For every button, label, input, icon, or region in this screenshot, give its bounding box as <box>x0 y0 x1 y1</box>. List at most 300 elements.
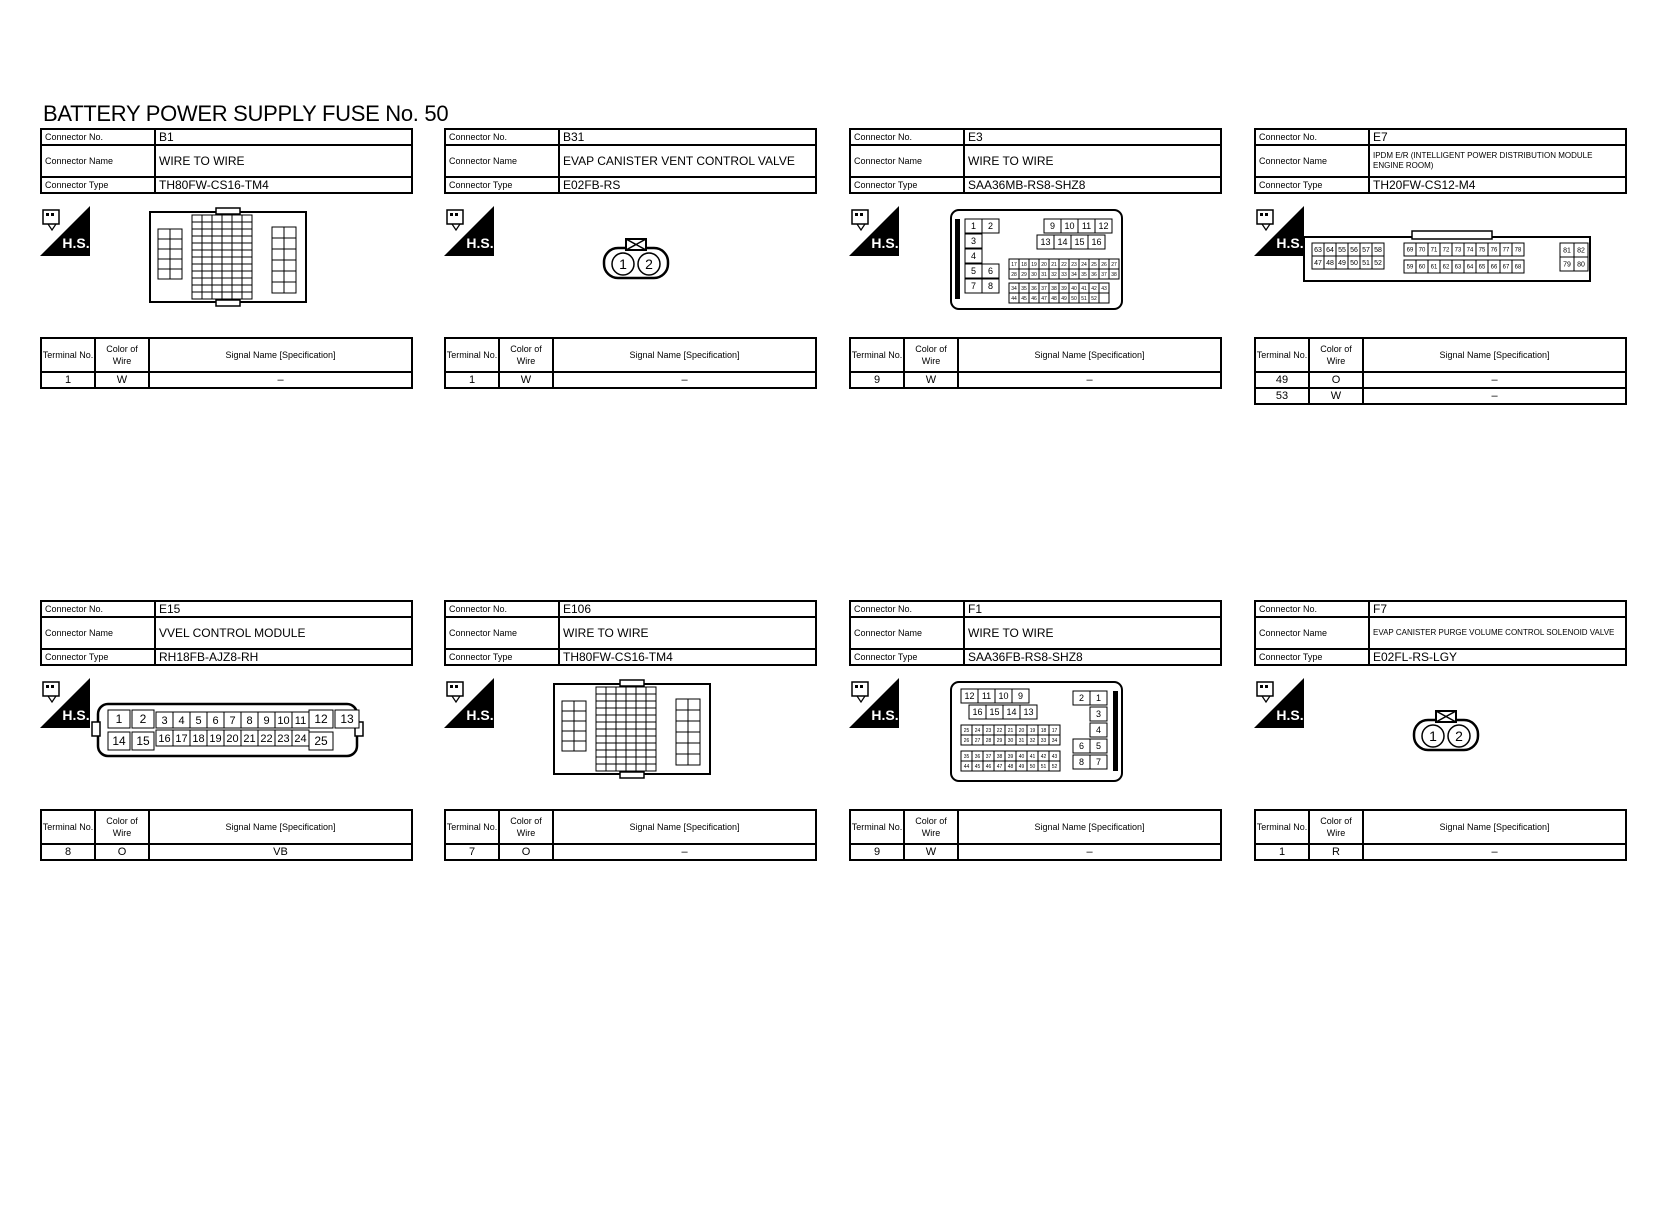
svg-text:28: 28 <box>985 737 992 744</box>
pin-cell <box>646 694 656 701</box>
pin-cell <box>636 743 646 750</box>
connector-name-value: WIRE TO WIRE <box>559 617 816 649</box>
pin-cell <box>1360 256 1372 269</box>
pin-cell <box>1009 283 1019 293</box>
svg-text:17: 17 <box>1011 261 1017 268</box>
terminal-row <box>445 844 816 860</box>
pin-cell <box>606 757 616 764</box>
svg-text:15: 15 <box>989 707 1000 718</box>
hs-badge-text: H.S. <box>871 235 899 251</box>
svg-text:28: 28 <box>1011 271 1017 278</box>
pin-cell <box>616 764 626 771</box>
pin-cell <box>1059 269 1069 279</box>
pin-cell <box>1054 235 1071 249</box>
svg-text:46: 46 <box>1031 295 1037 302</box>
connector-face-diagram <box>949 679 1124 789</box>
pin-cell <box>1020 705 1037 719</box>
pin-cell <box>292 730 309 746</box>
pin-cell <box>1073 691 1090 705</box>
pin-cell <box>1090 691 1107 705</box>
connector-no-value: E15 <box>155 601 412 617</box>
connector-name-value: WIRE TO WIRE <box>155 145 412 177</box>
connector-header-table <box>40 600 413 666</box>
svg-text:41: 41 <box>1081 285 1087 292</box>
svg-text:37: 37 <box>1041 285 1047 292</box>
svg-text:34: 34 <box>1071 271 1077 278</box>
pin-cell <box>1016 725 1027 735</box>
connector-type-label: Connector Type <box>1255 649 1369 665</box>
pin-cell <box>1005 735 1016 745</box>
svg-text:38: 38 <box>996 753 1003 760</box>
svg-text:35: 35 <box>1081 271 1087 278</box>
hs-badge-icon <box>40 678 90 728</box>
pin-cell <box>1069 293 1079 303</box>
pin-cell <box>242 243 252 250</box>
svg-text:18: 18 <box>1040 727 1047 734</box>
connector-type-label: Connector Type <box>41 177 155 193</box>
terminal-no-cell: 1 <box>41 372 95 388</box>
pin-cell <box>207 712 224 728</box>
connector-header-table <box>444 600 817 666</box>
terminal-table <box>40 337 413 389</box>
pin-cell <box>994 735 1005 745</box>
svg-text:13: 13 <box>1023 707 1034 718</box>
svg-text:9: 9 <box>263 714 270 727</box>
pin-cell <box>1009 259 1019 269</box>
wire-color-cell: W <box>1309 388 1363 404</box>
pin-cell <box>108 710 130 728</box>
pin-cell <box>676 710 688 721</box>
connector-name-label: Connector Name <box>1255 145 1369 177</box>
svg-text:61: 61 <box>1430 264 1438 271</box>
svg-text:2: 2 <box>139 712 147 727</box>
pin-cell <box>1044 219 1061 233</box>
pin-cell <box>202 215 212 222</box>
pin-cell <box>1069 269 1079 279</box>
pin-cell <box>1476 260 1488 273</box>
connector-header-table <box>40 128 413 194</box>
svg-text:19: 19 <box>1031 261 1037 268</box>
pin-cell <box>275 712 292 728</box>
connector-header-table <box>849 128 1222 194</box>
terminal-row <box>41 372 412 388</box>
connector-no-value: E7 <box>1369 129 1626 145</box>
pin-cell <box>1049 283 1059 293</box>
terminal-table <box>849 809 1222 861</box>
pin-cell <box>626 694 636 701</box>
terminal-table <box>444 337 817 389</box>
connector-type-value: TH80FW-CS16-TM4 <box>155 177 412 193</box>
pin-cell <box>969 705 986 719</box>
hs-badge-icon <box>1254 678 1304 728</box>
connector-type-value: TH80FW-CS16-TM4 <box>559 649 816 665</box>
wire-color-cell: W <box>904 844 958 860</box>
terminal-no-cell: 1 <box>1255 844 1309 860</box>
svg-text:40: 40 <box>1018 753 1025 760</box>
pin-cell <box>972 725 983 735</box>
pin-cell <box>1089 269 1099 279</box>
svg-text:52: 52 <box>1374 259 1382 267</box>
pin-cell <box>192 250 202 257</box>
svg-text:16: 16 <box>972 707 983 718</box>
svg-text:5: 5 <box>195 714 202 727</box>
pin-cell <box>994 751 1005 761</box>
wire-color-cell: O <box>1309 372 1363 388</box>
pin-cell <box>1016 761 1027 771</box>
signal-name-header: Signal Name [Specification] <box>958 810 1221 844</box>
connector-face-diagram <box>1302 223 1592 288</box>
svg-text:36: 36 <box>1031 285 1037 292</box>
svg-text:71: 71 <box>1430 247 1438 254</box>
terminal-table <box>1254 337 1627 405</box>
pin-cell <box>982 219 999 233</box>
pin-cell <box>1071 235 1088 249</box>
svg-text:47: 47 <box>1041 295 1047 302</box>
pin-cell <box>158 249 170 259</box>
svg-text:27: 27 <box>1111 261 1117 268</box>
pin-cell <box>242 229 252 236</box>
pin-cell <box>272 282 284 293</box>
svg-text:18: 18 <box>192 732 205 745</box>
pin-cell <box>676 754 688 765</box>
color-of-wire-header: Color of Wire <box>1309 810 1363 844</box>
pin-cell <box>158 239 170 249</box>
pin-cell <box>232 292 242 299</box>
pin-cell <box>596 743 606 750</box>
svg-text:78: 78 <box>1514 247 1522 254</box>
svg-text:3: 3 <box>161 714 168 727</box>
svg-text:1: 1 <box>619 256 627 272</box>
pin-cell <box>626 701 636 708</box>
pin-cell <box>222 278 232 285</box>
pin-cell <box>688 732 700 743</box>
svg-text:10: 10 <box>998 691 1009 702</box>
connector-type-label: Connector Type <box>1255 177 1369 193</box>
connector-name-value: VVEL CONTROL MODULE <box>155 617 412 649</box>
svg-text:31: 31 <box>1041 271 1047 278</box>
terminal-table <box>40 809 413 861</box>
connector-panel-b1 <box>40 128 413 386</box>
pin-cell <box>1560 257 1574 271</box>
color-of-wire-header: Color of Wire <box>95 338 149 372</box>
pin-cell <box>961 751 972 761</box>
terminal-row <box>41 844 412 860</box>
pin-cell <box>1090 723 1107 737</box>
pin-cell <box>1027 761 1038 771</box>
pin-cell <box>1464 243 1476 256</box>
pin-cell <box>676 743 688 754</box>
pin-cell <box>1512 243 1524 256</box>
connector-type-label: Connector Type <box>445 177 559 193</box>
svg-text:56: 56 <box>1350 246 1358 254</box>
svg-text:17: 17 <box>175 732 188 745</box>
hs-badge-icon <box>444 206 494 256</box>
svg-text:1: 1 <box>970 221 977 232</box>
pin-cell <box>983 735 994 745</box>
svg-text:32: 32 <box>1051 271 1057 278</box>
svg-text:14: 14 <box>1006 707 1017 718</box>
signal-name-cell: – <box>1363 372 1626 388</box>
pin-cell <box>626 708 636 715</box>
pin-cell <box>192 271 202 278</box>
svg-text:51: 51 <box>1040 763 1047 770</box>
svg-text:21: 21 <box>243 732 256 745</box>
pin-cell <box>636 729 646 736</box>
pin-cell <box>284 282 296 293</box>
pin-cell <box>1099 259 1109 269</box>
connector-panel-b31 <box>444 128 817 386</box>
pin-cell <box>1464 260 1476 273</box>
connector-face-diagram <box>148 207 308 312</box>
pin-cell <box>596 708 606 715</box>
pin-cell <box>1348 243 1360 256</box>
connector-no-label: Connector No. <box>850 129 964 145</box>
svg-text:19: 19 <box>1029 727 1036 734</box>
svg-text:27: 27 <box>974 737 981 744</box>
wire-color-cell: W <box>904 372 958 388</box>
pin-cell <box>1019 259 1029 269</box>
svg-text:19: 19 <box>209 732 222 745</box>
svg-text:41: 41 <box>1029 753 1036 760</box>
pin-cell <box>156 730 173 746</box>
svg-text:60: 60 <box>1418 264 1426 271</box>
connector-header-table <box>1254 128 1627 194</box>
pin-cell <box>626 722 636 729</box>
pin-cell <box>284 260 296 271</box>
pin-cell <box>190 730 207 746</box>
pin-cell <box>1079 259 1089 269</box>
wire-color-cell: R <box>1309 844 1363 860</box>
svg-text:20: 20 <box>1018 727 1025 734</box>
pin-cell <box>212 243 222 250</box>
pin-cell <box>1027 725 1038 735</box>
pin-cell <box>626 764 636 771</box>
pin-cell <box>212 222 222 229</box>
connector-no-value: F1 <box>964 601 1221 617</box>
pin-cell <box>258 712 275 728</box>
connector-type-label: Connector Type <box>850 649 964 665</box>
pin-cell <box>616 736 626 743</box>
terminal-no-cell: 9 <box>850 372 904 388</box>
pin-cell <box>1039 269 1049 279</box>
svg-text:33: 33 <box>1040 737 1047 744</box>
svg-text:69: 69 <box>1406 247 1414 254</box>
pin-cell <box>202 264 212 271</box>
pin-cell <box>616 694 626 701</box>
connector-panel-e106 <box>444 600 817 858</box>
pin-cell <box>1099 269 1109 279</box>
pin-cell <box>638 253 660 275</box>
pin-cell <box>995 689 1012 703</box>
svg-text:15: 15 <box>136 734 150 749</box>
pin-cell <box>606 750 616 757</box>
pin-cell <box>606 701 616 708</box>
svg-text:25: 25 <box>314 734 328 749</box>
pin-cell <box>1039 259 1049 269</box>
pin-cell <box>108 732 130 750</box>
svg-text:38: 38 <box>1111 271 1117 278</box>
pin-cell <box>1428 243 1440 256</box>
signal-name-cell: – <box>958 844 1221 860</box>
svg-text:34: 34 <box>1051 737 1058 744</box>
pin-cell <box>1005 725 1016 735</box>
svg-text:45: 45 <box>1021 295 1027 302</box>
svg-text:1: 1 <box>115 712 123 727</box>
svg-text:43: 43 <box>1051 753 1058 760</box>
svg-text:26: 26 <box>963 737 970 744</box>
terminal-row <box>445 372 816 388</box>
pin-cell <box>626 743 636 750</box>
pin-cell <box>272 260 284 271</box>
pin-cell <box>1088 235 1105 249</box>
pin-cell <box>1324 243 1336 256</box>
pin-cell <box>596 722 606 729</box>
pin-cell <box>275 730 292 746</box>
pin-cell <box>1109 269 1119 279</box>
pin-cell <box>232 264 242 271</box>
pin-cell <box>1488 243 1500 256</box>
pin-cell <box>965 249 982 263</box>
svg-text:48: 48 <box>1007 763 1014 770</box>
pin-cell <box>284 249 296 260</box>
svg-text:40: 40 <box>1071 285 1077 292</box>
pin-cell <box>1500 243 1512 256</box>
pin-cell <box>596 757 606 764</box>
svg-text:82: 82 <box>1577 247 1585 255</box>
pin-cell <box>1016 735 1027 745</box>
pin-cell <box>132 732 154 750</box>
signal-name-cell: VB <box>149 844 412 860</box>
svg-text:50: 50 <box>1071 295 1077 302</box>
svg-text:8: 8 <box>987 281 994 292</box>
pin-cell <box>1049 751 1060 761</box>
svg-text:25: 25 <box>963 727 970 734</box>
pin-cell <box>983 761 994 771</box>
svg-text:39: 39 <box>1061 285 1067 292</box>
pin-cell <box>676 721 688 732</box>
pin-cell <box>202 250 212 257</box>
connector-type-label: Connector Type <box>850 177 964 193</box>
pin-cell <box>1038 735 1049 745</box>
svg-text:36: 36 <box>1091 271 1097 278</box>
pin-cell <box>1049 761 1060 771</box>
pin-cell <box>562 741 574 751</box>
pin-cell <box>242 264 252 271</box>
pin-cell <box>596 687 606 694</box>
pin-cell <box>1324 256 1336 269</box>
pin-cell <box>1404 260 1416 273</box>
svg-text:47: 47 <box>1314 259 1322 267</box>
hs-badge-icon <box>1254 206 1304 256</box>
pin-cell <box>232 278 242 285</box>
connector-name-value: EVAP CANISTER PURGE VOLUME CONTROL SOLENOID VALVE <box>1369 617 1626 649</box>
pin-cell <box>965 279 982 293</box>
pin-cell <box>156 712 173 728</box>
pin-cell <box>212 264 222 271</box>
svg-text:25: 25 <box>1091 261 1097 268</box>
connector-type-label: Connector Type <box>41 649 155 665</box>
signal-name-cell: – <box>1363 388 1626 404</box>
pin-cell <box>1452 243 1464 256</box>
hs-badge-text: H.S. <box>871 707 899 723</box>
connector-type-value: E02FB-RS <box>559 177 816 193</box>
pin-cell <box>646 757 656 764</box>
pin-cell <box>606 736 616 743</box>
svg-text:80: 80 <box>1577 261 1585 269</box>
connector-name-label: Connector Name <box>850 145 964 177</box>
pin-cell <box>1416 243 1428 256</box>
pin-cell <box>1336 243 1348 256</box>
pin-cell <box>994 761 1005 771</box>
pin-cell <box>132 710 154 728</box>
pin-cell <box>1049 259 1059 269</box>
pin-cell <box>676 732 688 743</box>
pin-cell <box>596 736 606 743</box>
hs-badge-text: H.S. <box>1276 707 1304 723</box>
pin-cell <box>173 712 190 728</box>
pin-cell <box>606 715 616 722</box>
pin-cell <box>626 687 636 694</box>
svg-text:46: 46 <box>985 763 992 770</box>
hs-badge-icon <box>444 678 494 728</box>
pin-cell <box>242 271 252 278</box>
pin-cell <box>224 730 241 746</box>
connector-header-table <box>849 600 1222 666</box>
pin-cell <box>222 236 232 243</box>
pin-cell <box>170 249 182 259</box>
pin-cell <box>222 271 232 278</box>
pin-cell <box>272 238 284 249</box>
pin-cell <box>212 278 222 285</box>
terminal-table <box>444 809 817 861</box>
svg-text:74: 74 <box>1466 247 1474 254</box>
pin-cell <box>212 215 222 222</box>
pin-cell <box>1428 260 1440 273</box>
pin-cell <box>688 743 700 754</box>
pin-cell <box>1079 283 1089 293</box>
pin-cell <box>292 712 309 728</box>
pin-cell <box>202 292 212 299</box>
pin-cell <box>192 229 202 236</box>
wire-color-cell: W <box>95 372 149 388</box>
svg-text:9: 9 <box>1017 691 1024 702</box>
connector-header-table <box>444 128 817 194</box>
svg-text:62: 62 <box>1442 264 1450 271</box>
pin-cell <box>574 701 586 711</box>
svg-text:24: 24 <box>1081 261 1087 268</box>
pin-cell <box>202 229 212 236</box>
pin-cell <box>982 279 999 293</box>
pin-cell <box>1476 243 1488 256</box>
pin-cell <box>978 689 995 703</box>
pin-cell <box>284 227 296 238</box>
wire-color-cell: O <box>95 844 149 860</box>
pin-cell <box>1069 283 1079 293</box>
pin-cell <box>232 250 242 257</box>
svg-text:24: 24 <box>294 732 307 745</box>
svg-text:37: 37 <box>985 753 992 760</box>
svg-text:7: 7 <box>229 714 236 727</box>
pin-cell <box>1078 219 1095 233</box>
svg-text:11: 11 <box>981 691 992 702</box>
svg-text:59: 59 <box>1406 264 1414 271</box>
connector-no-value: F7 <box>1369 601 1626 617</box>
terminal-no-header: Terminal No. <box>850 810 904 844</box>
pin-cell <box>1089 283 1099 293</box>
pin-cell <box>1440 260 1452 273</box>
svg-text:13: 13 <box>340 712 354 727</box>
pin-cell <box>192 264 202 271</box>
